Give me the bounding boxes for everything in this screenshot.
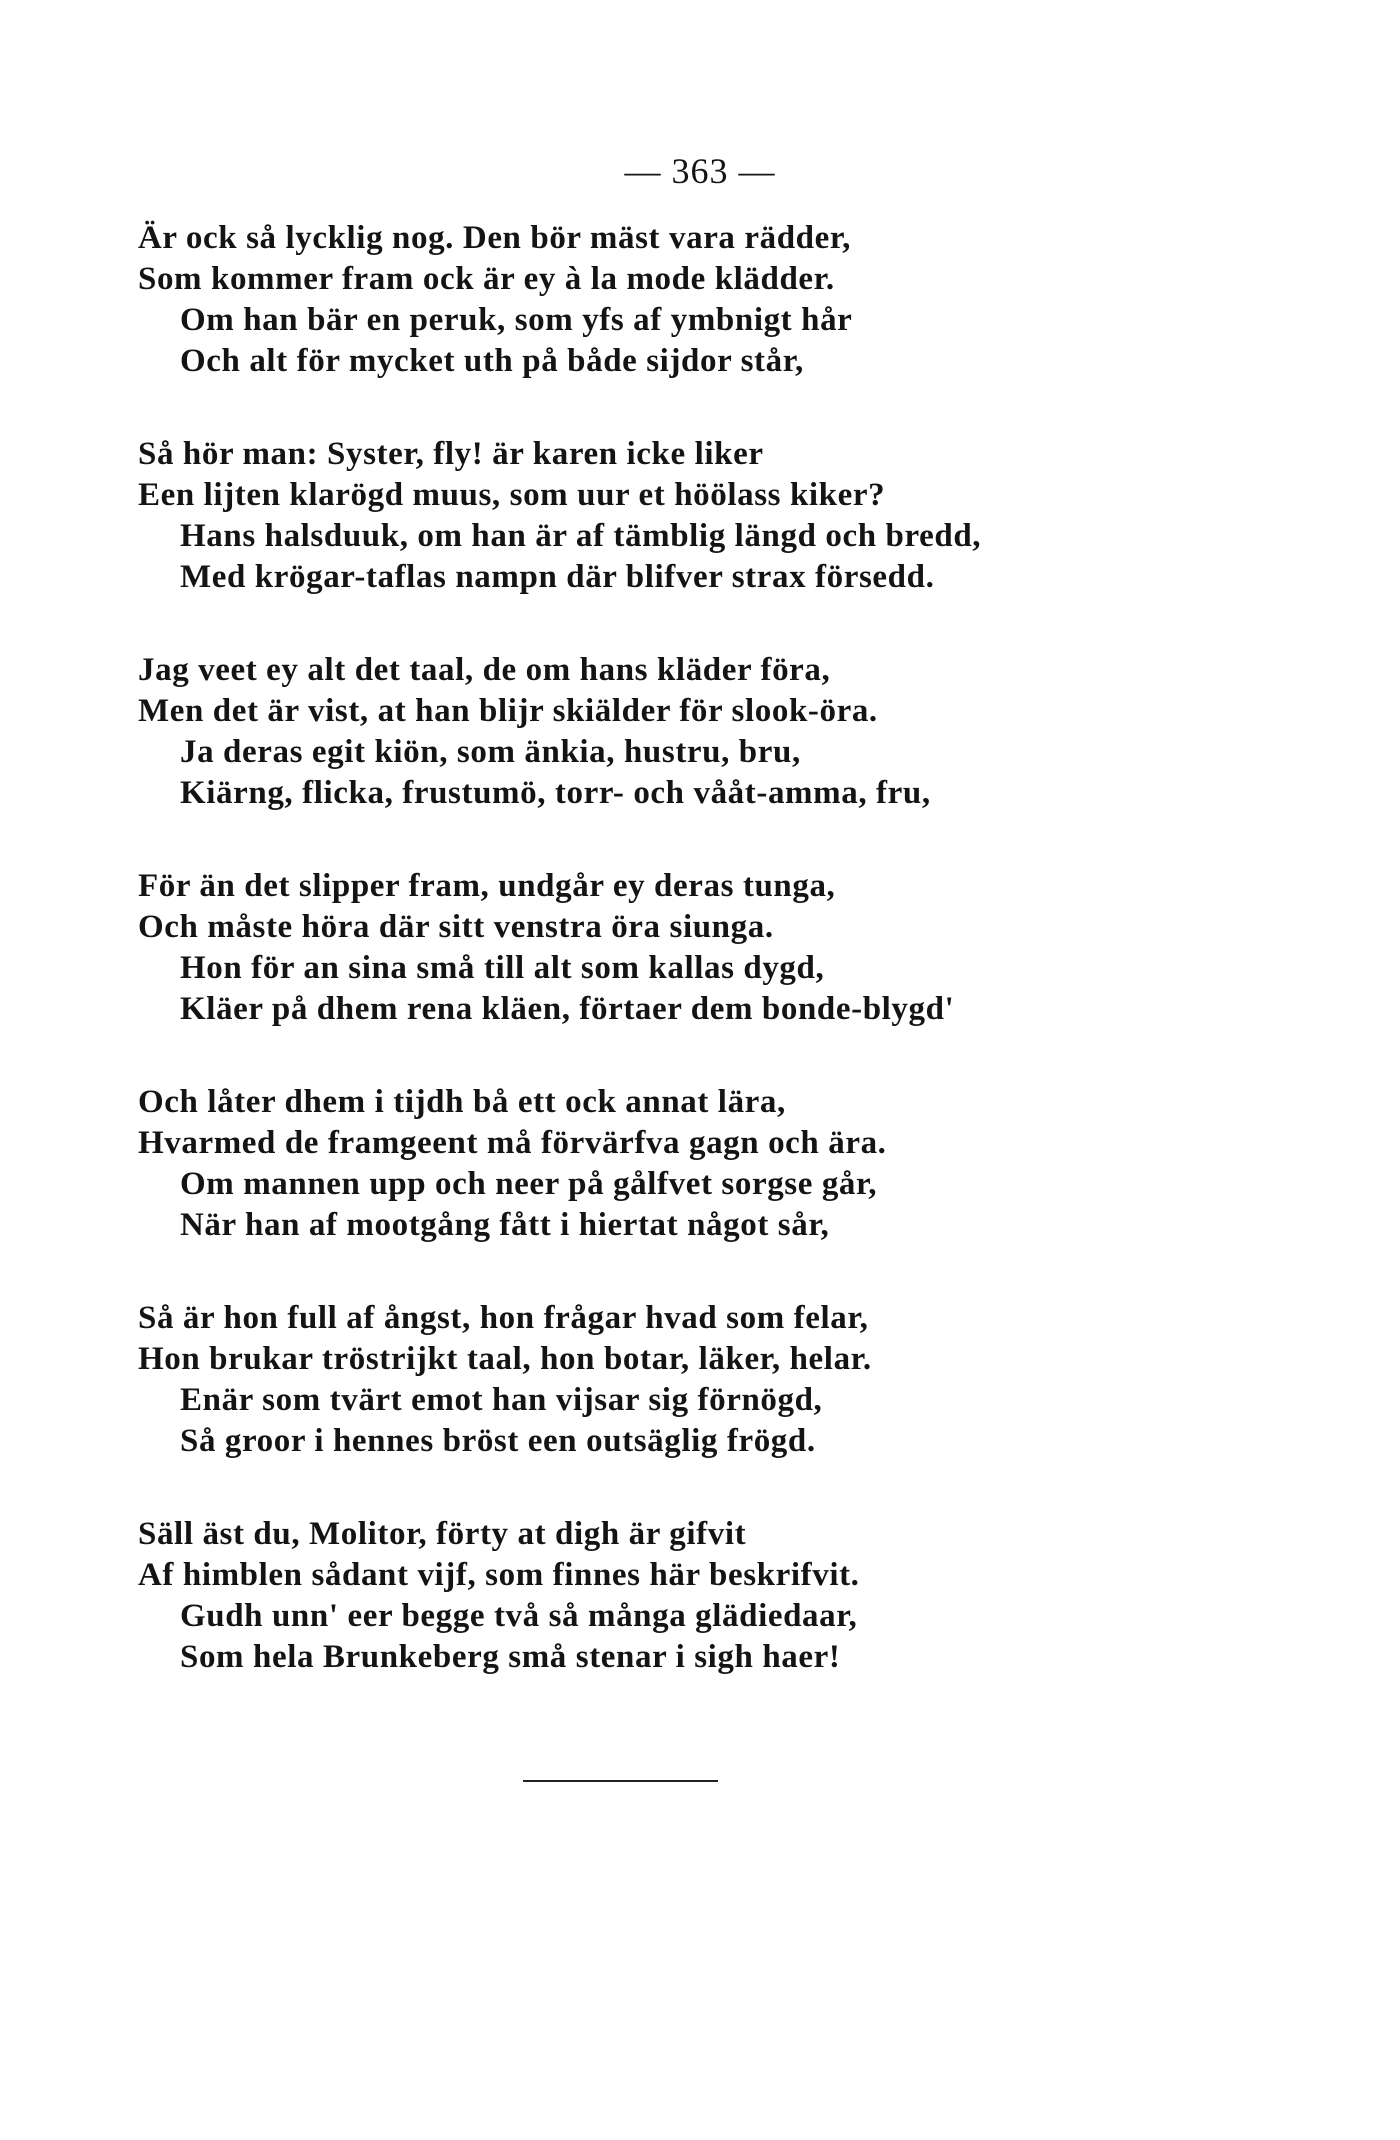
- stanza: [138, 1298, 1278, 1462]
- poem-line: Är ock så lycklig nog. Den bör mäst vara rädder,: [138, 220, 851, 256]
- poem-line: Men det är vist, at han blijr skiälder för slook-öra.: [138, 693, 878, 729]
- poem-line: Så är hon full af ångst, hon frågar hvad som felar,: [138, 1300, 869, 1336]
- stanza: [138, 866, 1278, 1030]
- poem-line: Som hela Brunkeberg små stenar i sigh haer!: [180, 1639, 841, 1675]
- poem-line: Gudh unn' eer begge två så många glädiedaar,: [180, 1598, 858, 1634]
- poem-line: Om mannen upp och neer på gålfvet sorgse går,: [180, 1166, 878, 1202]
- poem-line: Hon för an sina små till alt som kallas dygd,: [180, 950, 825, 986]
- poem-line: Och måste höra där sitt venstra öra siunga.: [138, 909, 774, 945]
- poem-line: Kiärng, flicka, frustumö, torr- och vååt-amma, fru,: [180, 775, 931, 811]
- poem-line: Som kommer fram ock är ey à la mode klädder.: [138, 261, 835, 297]
- poem-line: Så hör man: Syster, fly! är karen icke liker: [138, 436, 764, 472]
- poem-line: Säll äst du, Molitor, förty at digh är gifvit: [138, 1516, 747, 1552]
- poem-line: När han af mootgång fått i hiertat något sår,: [180, 1207, 830, 1243]
- stanza: [138, 434, 1278, 598]
- poem-line: Och låter dhem i tijdh bå ett ock annat lära,: [138, 1084, 786, 1120]
- poem-line: För än det slipper fram, undgår ey deras tunga,: [138, 868, 836, 904]
- poem-line: Hvarmed de framgeent må förvärfva gagn och ära.: [138, 1125, 887, 1161]
- stanza: [138, 1514, 1278, 1678]
- page-number: — 363 —: [624, 151, 776, 191]
- poem-line: Een lijten klarögd muus, som uur et höölass kiker?: [138, 477, 886, 513]
- stanza: [138, 1082, 1278, 1246]
- stanza: [138, 650, 1278, 814]
- poem-line: Jag veet ey alt det taal, de om hans kläder föra,: [138, 652, 831, 688]
- stanza: [138, 218, 1278, 382]
- poem-line: Af himblen sådant vijf, som finnes här beskrifvit.: [138, 1557, 860, 1593]
- poem-line: Ja deras egit kiön, som änkia, hustru, bru,: [180, 734, 801, 770]
- poem-line: Hon brukar tröstrijkt taal, hon botar, läker, helar.: [138, 1341, 872, 1377]
- poem-line: Enär som tvärt emot han vijsar sig förnögd,: [180, 1382, 823, 1418]
- poem-line: Om han bär en peruk, som yfs af ymbnigt hår: [180, 302, 853, 338]
- poem-line: Hans halsduuk, om han är af tämblig längd och bredd,: [180, 518, 982, 554]
- poem: [138, 218, 1278, 1730]
- end-rule-divider: [523, 1780, 718, 1782]
- poem-line: Kläer på dhem rena kläen, förtaer dem bonde-blygd': [180, 991, 955, 1027]
- poem-line: Med krögar-taflas nampn där blifver strax försedd.: [180, 559, 935, 595]
- poem-line: Så groor i hennes bröst een outsäglig frögd.: [180, 1423, 816, 1459]
- poem-line: Och alt för mycket uth på både sijdor står,: [180, 343, 804, 379]
